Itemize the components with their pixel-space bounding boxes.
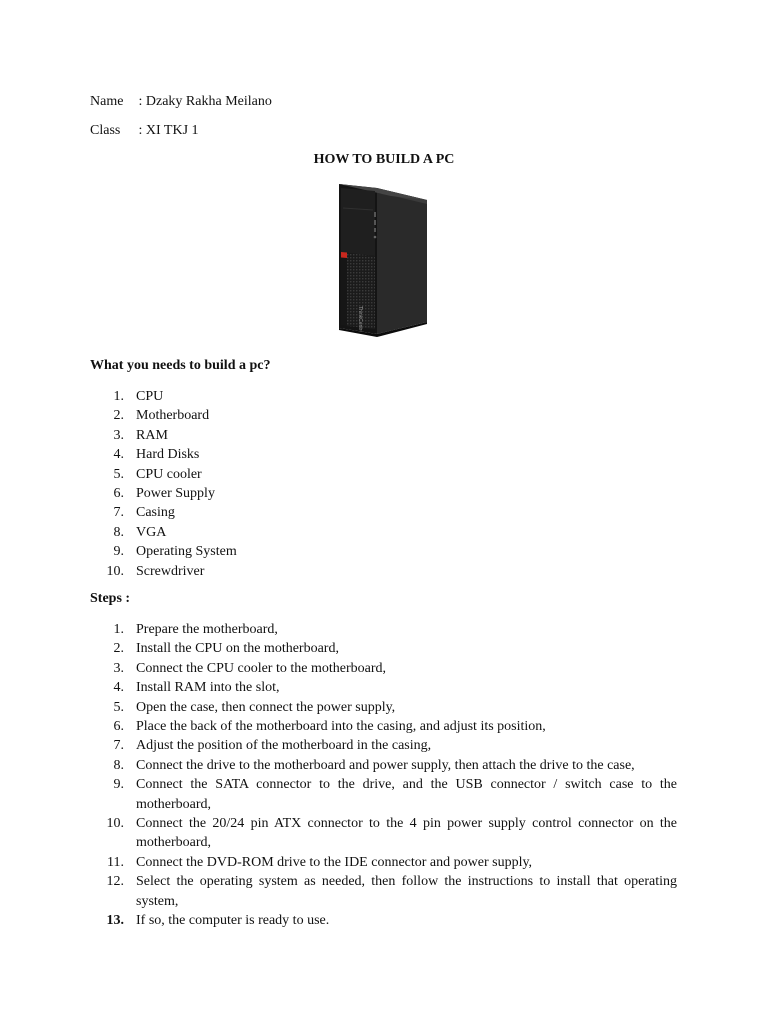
red-accent (341, 252, 347, 258)
class-value: : XI TKJ 1 (138, 123, 199, 138)
list-item-number: 6. (113, 719, 124, 735)
list-item-text: Open the case, then connect the power supply, (136, 699, 396, 715)
list-item-number: 9. (113, 777, 124, 793)
list-item-number: 8. (113, 524, 124, 540)
list-item-number: 9. (113, 544, 124, 560)
list-item (90, 756, 677, 775)
list-item-number: 11. (107, 854, 124, 870)
name-line (90, 94, 272, 110)
list-item (90, 775, 677, 814)
list-item (90, 717, 677, 736)
audio-port-icon (374, 228, 376, 232)
list-item-text: Connect the DVD-ROM drive to the IDE connector and power supply, (136, 854, 533, 870)
list-item-text: Connect the drive to the motherboard and power supply, then attach the drive to the case, (136, 757, 635, 773)
list-item (90, 911, 677, 930)
usb-port-icon (374, 212, 376, 217)
list-item-text: Place the back of the motherboard into the casing, and adjust its position, (136, 719, 546, 735)
list-item-text: Power Supply (136, 486, 215, 502)
list-item (90, 484, 677, 503)
list-item-text: Connect the 20/24 pin ATX connector to the 4 pin power supply control connector on the motherboard, (136, 816, 677, 851)
list-item-text: RAM (136, 427, 168, 443)
list-item-text: Connect the CPU cooler to the motherboard, (136, 660, 386, 676)
list-item-number: 7. (113, 505, 124, 521)
list-item-number: 8. (113, 757, 124, 773)
brand-logo: ThinkCentre (357, 306, 363, 334)
list-item (90, 639, 677, 658)
needs-heading: What you needs to build a pc? (90, 358, 271, 373)
list-item-number: 2. (113, 641, 124, 657)
list-item (90, 872, 677, 911)
needs-list (90, 387, 677, 581)
list-item (90, 814, 677, 853)
list-item (90, 736, 677, 755)
list-item-number: 5. (113, 699, 124, 715)
list-item-text: VGA (136, 524, 167, 540)
list-item-number: 12. (106, 874, 124, 890)
list-item-number: 3. (113, 660, 124, 676)
list-item-number: 4. (113, 447, 124, 463)
list-item-text: CPU cooler (136, 466, 202, 482)
list-item (90, 659, 677, 678)
class-label: Class (90, 123, 121, 138)
list-item-text: Screwdriver (136, 563, 205, 579)
list-item-number: 5. (113, 466, 124, 482)
list-item-number: 1. (113, 389, 124, 404)
list-item (90, 542, 677, 561)
case-side-panel (377, 188, 427, 334)
document-title: HOW TO BUILD A PC (313, 152, 455, 167)
list-item-number: 10. (106, 816, 124, 832)
class-line (90, 123, 199, 139)
list-item-number: 2. (113, 408, 124, 424)
list-item (90, 523, 677, 542)
list-item (90, 465, 677, 484)
list-item-text: Motherboard (136, 408, 210, 424)
list-item-text: Prepare the motherboard, (136, 622, 278, 637)
list-item-text: CPU (136, 389, 164, 404)
list-item-number: 7. (113, 738, 124, 754)
steps-heading: Steps : (90, 591, 131, 606)
list-item (90, 406, 677, 425)
list-item-text: Connect the SATA connector to the drive, and the USB connector / switch case to the motherboard, (136, 777, 677, 812)
list-item (90, 445, 677, 464)
list-item-text: Hard Disks (136, 447, 200, 463)
list-item (90, 698, 677, 717)
list-item-number: 3. (113, 427, 124, 443)
list-item-number: 13. (106, 913, 124, 929)
name-label: Name (90, 94, 124, 109)
list-item (90, 387, 677, 406)
list-item-text: If so, the computer is ready to use. (136, 913, 330, 929)
desktop-tower-pc-icon (335, 182, 433, 337)
list-item-text: Operating System (136, 544, 237, 560)
list-item (90, 426, 677, 445)
list-item (90, 562, 677, 581)
list-item (90, 853, 677, 872)
list-item (90, 503, 677, 522)
power-button-icon (374, 236, 377, 239)
list-item-text: Casing (136, 505, 175, 521)
list-item-number: 10. (106, 563, 124, 579)
list-item-text: Adjust the position of the motherboard in the casing, (136, 738, 432, 754)
list-item-number: 1. (113, 622, 124, 637)
list-item-number: 4. (113, 680, 124, 696)
name-value: : Dzaky Rakha Meilano (138, 94, 272, 109)
list-item-text: Select the operating system as needed, then follow the instructions to install that operating system, (136, 874, 677, 909)
list-item (90, 620, 677, 639)
list-item (90, 678, 677, 697)
list-item-text: Install RAM into the slot, (136, 680, 280, 696)
list-item-number: 6. (113, 486, 124, 502)
usb-port-icon (374, 220, 376, 225)
list-item-text: Install the CPU on the motherboard, (136, 641, 339, 657)
steps-list (90, 620, 677, 931)
